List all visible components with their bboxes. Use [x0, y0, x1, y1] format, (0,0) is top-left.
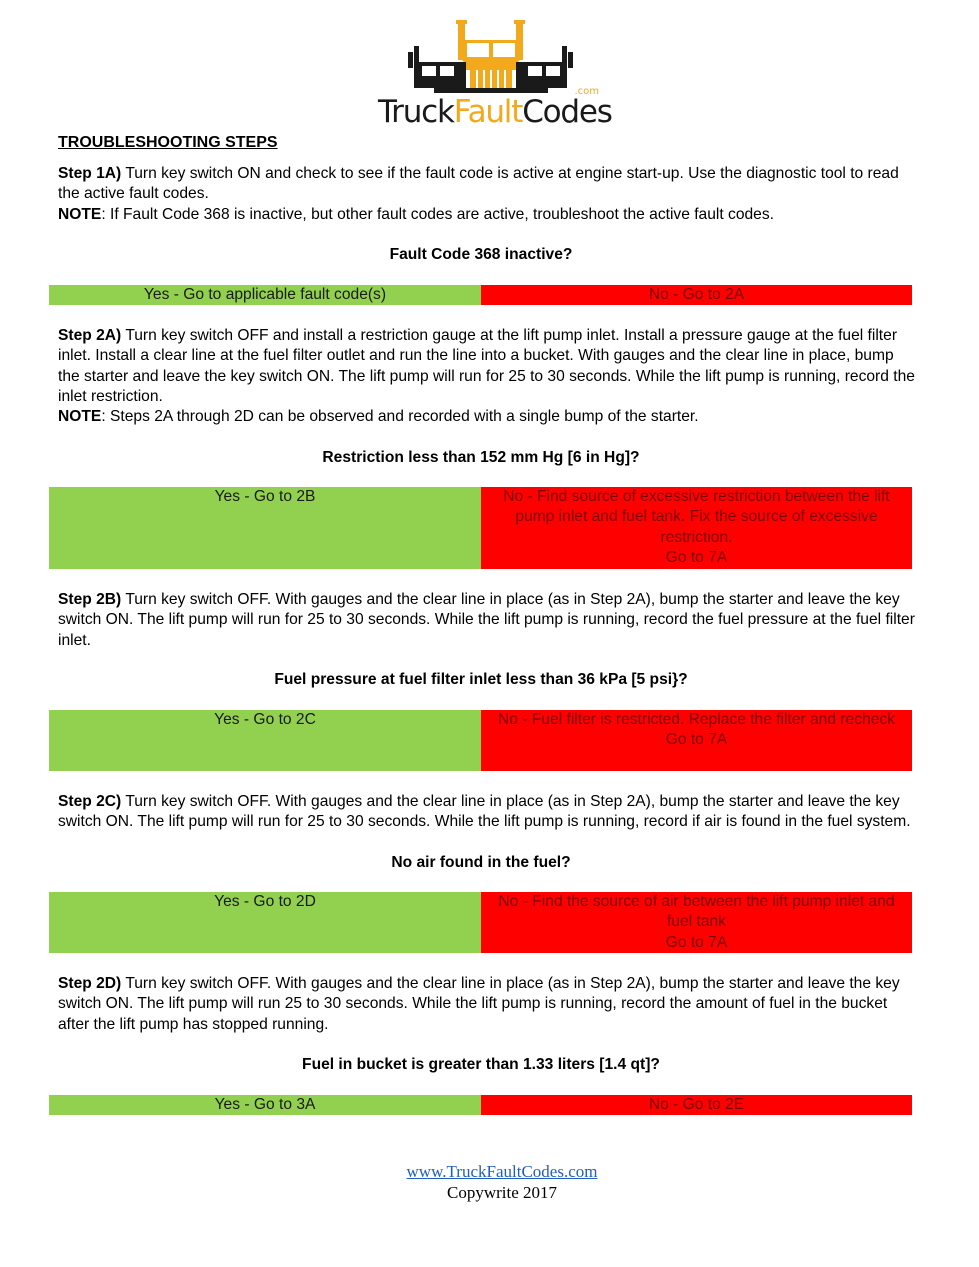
- no-cell: [481, 892, 912, 953]
- logo: [378, 18, 612, 130]
- logo-domain-suffix: .com: [574, 86, 599, 97]
- step-2b: [58, 590, 918, 651]
- no-goto: Go to 7A: [665, 731, 728, 749]
- step-label: Step 2D): [58, 975, 122, 992]
- no-text: No - Find source of excessive restriction between the lift pump inlet and fuel tank. Fix the source of excessive restriction.: [503, 488, 890, 546]
- no-text: No - Find the source of air between the lift pump inlet and fuel tank: [498, 893, 895, 931]
- step-1a: [58, 164, 918, 225]
- yes-cell: Yes - Go to applicable fault code(s): [49, 285, 481, 305]
- step-text: Turn key switch OFF and install a restriction gauge at the lift pump inlet. Install a pressure gauge at the fuel filter inlet. Install a clear line at the fuel filter outlet and run the line into a bucket. With gauges and the clear line in place, bump the starter and leave the key switch ON. The lift pump will run for 25 to 30 seconds. While the lift pump is running, record the inlet restriction.: [58, 327, 915, 405]
- step-text: Turn key switch ON and check to see if the fault code is active at engine start-up. Use the diagnostic tool to read the active fault codes.: [58, 165, 899, 203]
- step-label: Step 1A): [58, 165, 122, 182]
- no-cell: [481, 487, 912, 569]
- no-cell: [481, 710, 912, 771]
- decision-row: [49, 1095, 912, 1115]
- decision-question: Restriction less than 152 mm Hg [6 in Hg]?: [322, 449, 640, 466]
- footer: [0, 1161, 979, 1203]
- footer-copyright: Copywrite 2017: [446, 1183, 558, 1202]
- decision-row: [49, 892, 912, 953]
- note-label: NOTE: [58, 205, 102, 223]
- step-label: Step 2B): [58, 591, 122, 608]
- decision-question: Fuel pressure at fuel filter inlet less than 36 kPa [5 psi}?: [274, 671, 688, 688]
- logo-wordmark: TruckFaultCodes: [378, 94, 612, 130]
- note-text: : If Fault Code 368 is inactive, but other fault codes are active, troubleshoot the active fault codes.: [101, 205, 774, 223]
- step-label: Step 2A): [58, 327, 122, 344]
- no-goto: Go to 7A: [665, 548, 728, 566]
- step-label: Step 2C): [58, 793, 122, 810]
- truck-icon: [378, 18, 603, 94]
- no-cell: No - Go to 2A: [481, 285, 912, 305]
- decision-question: Fault Code 368 inactive?: [389, 246, 573, 263]
- step-text: Turn key switch OFF. With gauges and the clear line in place (as in Step 2A), bump the starter and leave the key switch ON. The lift pump will run for 25 to 30 seconds. While the lift pump is running, record if air is found in the fuel system.: [58, 793, 911, 831]
- step-2c: [58, 792, 918, 833]
- decision-question: No air found in the fuel?: [391, 854, 571, 871]
- decision-row: [49, 285, 912, 305]
- yes-cell: Yes - Go to 2B: [49, 487, 481, 569]
- footer-website-link[interactable]: www.TruckFaultCodes.com: [406, 1162, 598, 1181]
- decision-row: [49, 487, 912, 569]
- step-text: Turn key switch OFF. With gauges and the clear line in place (as in Step 2A), bump the starter and leave the key switch ON. The lift pump will run 25 to 30 seconds. While the lift pump is running, record the amount of fuel in the bucket after the lift pump has stopped running.: [58, 975, 900, 1033]
- decision-question: Fuel in bucket is greater than 1.33 liters [1.4 qt]?: [302, 1056, 660, 1073]
- page-title: TROUBLESHOOTING STEPS: [58, 134, 278, 151]
- step-2d: [58, 974, 918, 1035]
- yes-cell: Yes - Go to 2C: [49, 710, 481, 771]
- note-text: : Steps 2A through 2D can be observed and recorded with a single bump of the starter.: [101, 408, 699, 426]
- step-2a: [58, 326, 918, 427]
- yes-cell: Yes - Go to 2D: [49, 892, 481, 953]
- note-label: NOTE: [58, 408, 102, 426]
- yes-cell: Yes - Go to 3A: [49, 1095, 481, 1115]
- no-cell: No - Go to 2E: [481, 1095, 912, 1115]
- no-goto: Go to 7A: [665, 933, 728, 951]
- no-text: No - Fuel filter is restricted. Replace the filter and recheck: [498, 711, 895, 728]
- decision-row: [49, 710, 912, 771]
- step-text: Turn key switch OFF. With gauges and the clear line in place (as in Step 2A), bump the starter and leave the key switch ON. The lift pump will run for 25 to 30 seconds. While the lift pump is running, record the fuel pressure at the fuel filter inlet.: [58, 591, 915, 649]
